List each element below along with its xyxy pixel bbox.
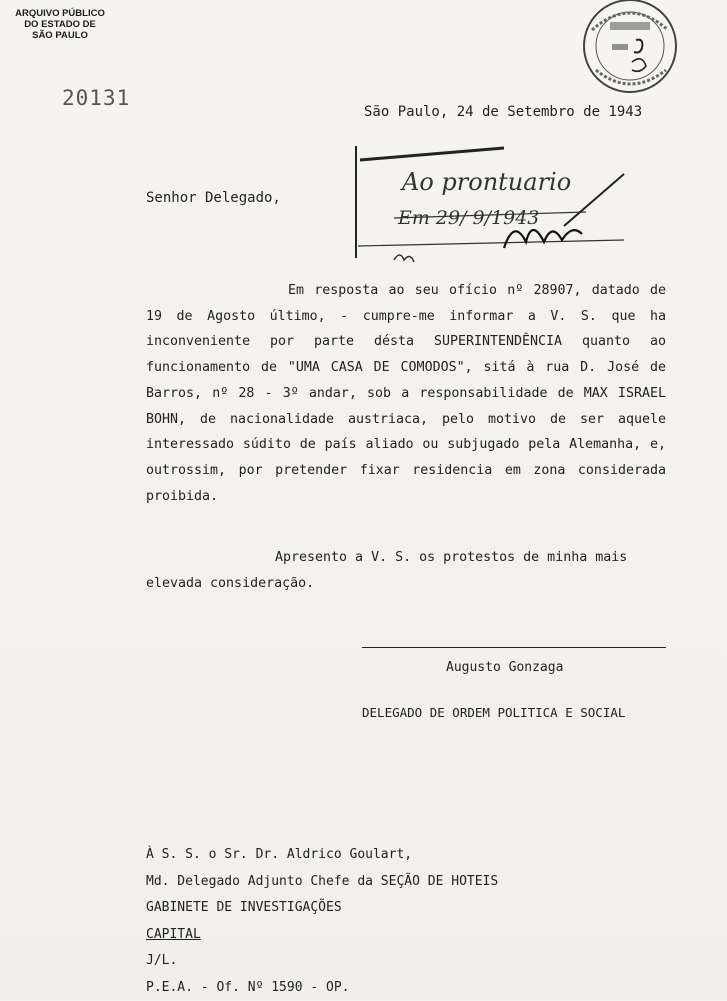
letter-body — [146, 278, 666, 509]
annotation-line2: Em 29/ 9/1943 — [397, 207, 539, 229]
recipient-block — [146, 842, 498, 1001]
handwritten-annotation — [354, 138, 634, 278]
recipient-line-4: CAPITAL — [146, 922, 498, 949]
archive-seal-icon — [572, 0, 684, 96]
signatory-name: Augusto Gonzaga — [446, 660, 563, 675]
archive-stamp: ARQUIVO PÚBLICO DO ESTADO DE SÃO PAULO — [6, 8, 114, 41]
recipient-line-2: Md. Delegado Adjunto Chefe da SEÇÃO DE HOTEIS — [146, 869, 498, 896]
recipient-line-5: J/L. — [146, 948, 498, 975]
paragraph-2: Apresento a V. S. os protestos de minha mais elevada consideração. — [146, 545, 666, 596]
place-date: São Paulo, 24 de Setembro de 1943 — [364, 104, 642, 120]
paragraph-1: Em resposta ao seu ofício nº 28907, datado de 19 de Agosto último, - cumpre-me informar a V. S. que ha inconveniente por parte désta SUPERINTENDÊNCIA quanto ao funcionamento de "UMA CASA DE COMODOS", sitá à rua D. José de Barros, nº 28 - 3º andar, sob a responsabilidade de MAX ISRAEL BOHN, de nacionalidade austriaca, pelo motivo de ser aquele interessado súdito de país aliado ou subjugado pela Alemanha, e, outrossim, por pretender fixar residencia em zona considerada proibida. — [146, 278, 666, 509]
letter-closing — [146, 545, 666, 596]
recipient-line-3: GABINETE DE INVESTIGAÇÕES — [146, 895, 498, 922]
file-number: 20131 — [62, 86, 130, 110]
recipient-line-1: À S. S. o Sr. Dr. Aldrico Goulart, — [146, 842, 498, 869]
salutation: Senhor Delegado, — [146, 190, 281, 206]
annotation-line1: Ao prontuario — [400, 168, 571, 196]
recipient-line-6: P.E.A. - Of. Nº 1590 - OP. — [146, 975, 498, 1001]
signatory-title: DELEGADO DE ORDEM POLITICA E SOCIAL — [362, 705, 625, 720]
signature-line — [362, 647, 666, 648]
